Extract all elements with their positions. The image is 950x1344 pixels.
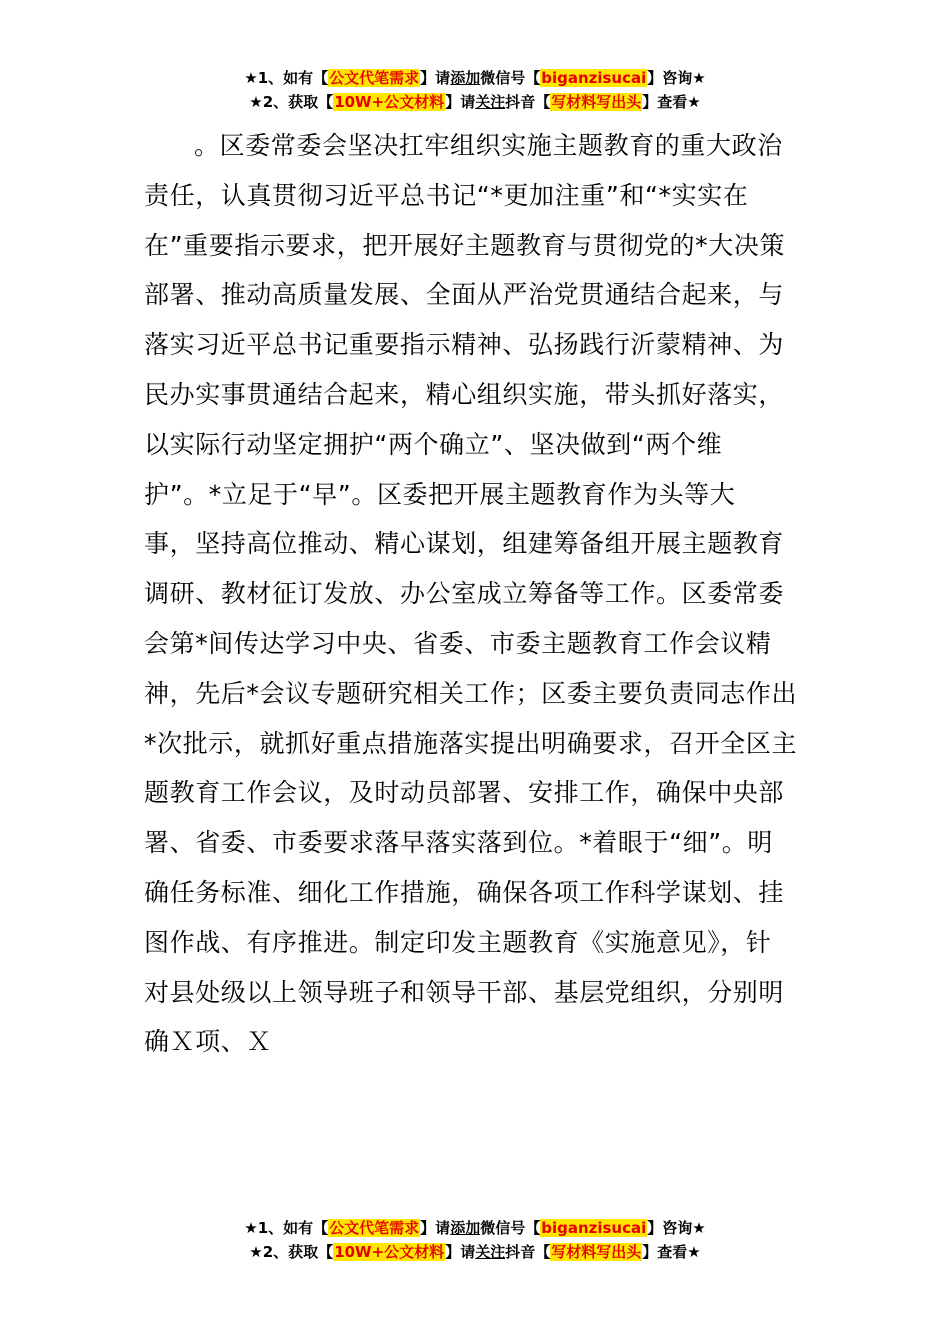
document-body: [144, 121, 812, 1067]
banner-text: 】查看★: [642, 1243, 701, 1261]
banner-text: ★2、获取【: [249, 1243, 334, 1261]
banner-text: 抖音【: [505, 93, 551, 111]
body-line: 题教育工作会议，及时动员部署、安排工作，确保中央部: [144, 778, 785, 808]
banner-text: 】请: [445, 1243, 476, 1261]
body-line: 神，先后*会议专题研究相关工作；区委主要负责同志作出: [144, 678, 798, 708]
banner-highlight: 公文代笔需求: [329, 1219, 420, 1237]
body-line: 确任务标准、细化工作措施，确保各项工作科学谋划、挂: [144, 877, 785, 907]
banner-text: 】请: [420, 1219, 451, 1237]
body-line: 会第*间传达学习中央、省委、市委主题教育工作会议精: [144, 628, 772, 658]
body-line: 在”重要指示要求，把开展好主题教育与贯彻党的*大决策: [144, 230, 786, 260]
banner-text: 】咨询★: [647, 69, 706, 87]
banner-highlight: 10W+公文材料: [334, 1243, 445, 1261]
body-line: 事，坚持高位推动、精心谋划，组建筹备组开展主题教育: [144, 529, 785, 559]
body-line: 以实际行动坚定拥护“两个确立”、坚决做到“两个维: [144, 429, 723, 459]
banner-highlight: biganzisucai: [541, 1219, 647, 1237]
body-line: 调研、教材征订发放、办公室成立筹备等工作。区委常委: [144, 579, 785, 609]
banner-line-2: [0, 90, 950, 114]
banner-highlight: 写材料写出头: [551, 1243, 642, 1261]
banner-underlined: 添加: [450, 1219, 481, 1237]
body-line: 。区委常委会坚决扛牢组织实施主题教育的重大政治: [194, 131, 783, 160]
banner-text: ★1、如有【: [244, 1219, 329, 1237]
banner-text: 微信号【: [480, 69, 541, 87]
body-line: 护”。*立足于“早”。区委把开展主题教育作为头等大: [144, 479, 736, 509]
banner-line-2: [0, 1240, 950, 1264]
body-line: 确Ｘ项、Ｘ: [144, 1027, 273, 1057]
banner-underlined: 关注: [475, 93, 506, 111]
body-line: 责任，认真贯彻习近平总书记“*更加注重”和“*实实在: [144, 180, 749, 210]
banner-underlined: 添加: [450, 69, 481, 87]
header-banner: [0, 66, 950, 114]
body-line: 对县处级以上领导班子和领导干部、基层党组织，分别明: [144, 977, 785, 1007]
banner-highlight: 10W+公文材料: [334, 93, 445, 111]
banner-line-1: [0, 1216, 950, 1240]
body-line: 落实习近平总书记重要指示精神、弘扬践行沂蒙精神、为: [144, 330, 785, 360]
body-line: 部署、推动高质量发展、全面从严治党贯通结合起来，与: [144, 280, 785, 310]
banner-text: 】咨询★: [647, 1219, 706, 1237]
banner-highlight: 写材料写出头: [551, 93, 642, 111]
banner-text: ★1、如有【: [244, 69, 329, 87]
banner-text: 】请: [445, 93, 476, 111]
body-line: 图作战、有序推进。制定印发主题教育《实施意见》，针: [144, 927, 772, 957]
banner-text: ★2、获取【: [249, 93, 334, 111]
banner-text: 】请: [420, 69, 451, 87]
body-line: 民办实事贯通结合起来，精心组织实施，带头抓好落实，: [144, 379, 785, 409]
banner-text: 微信号【: [480, 1219, 541, 1237]
body-line: 署、省委、市委要求落早落实落到位。*着眼于“细”。明: [144, 828, 774, 858]
banner-underlined: 关注: [475, 1243, 506, 1261]
footer-banner: [0, 1216, 950, 1264]
banner-text: 抖音【: [505, 1243, 551, 1261]
body-line: *次批示，就抓好重点措施落实提出明确要求，召开全区主: [144, 728, 798, 758]
banner-line-1: [0, 66, 950, 90]
banner-highlight: biganzisucai: [541, 69, 647, 87]
banner-text: 】查看★: [642, 93, 701, 111]
banner-highlight: 公文代笔需求: [329, 69, 420, 87]
